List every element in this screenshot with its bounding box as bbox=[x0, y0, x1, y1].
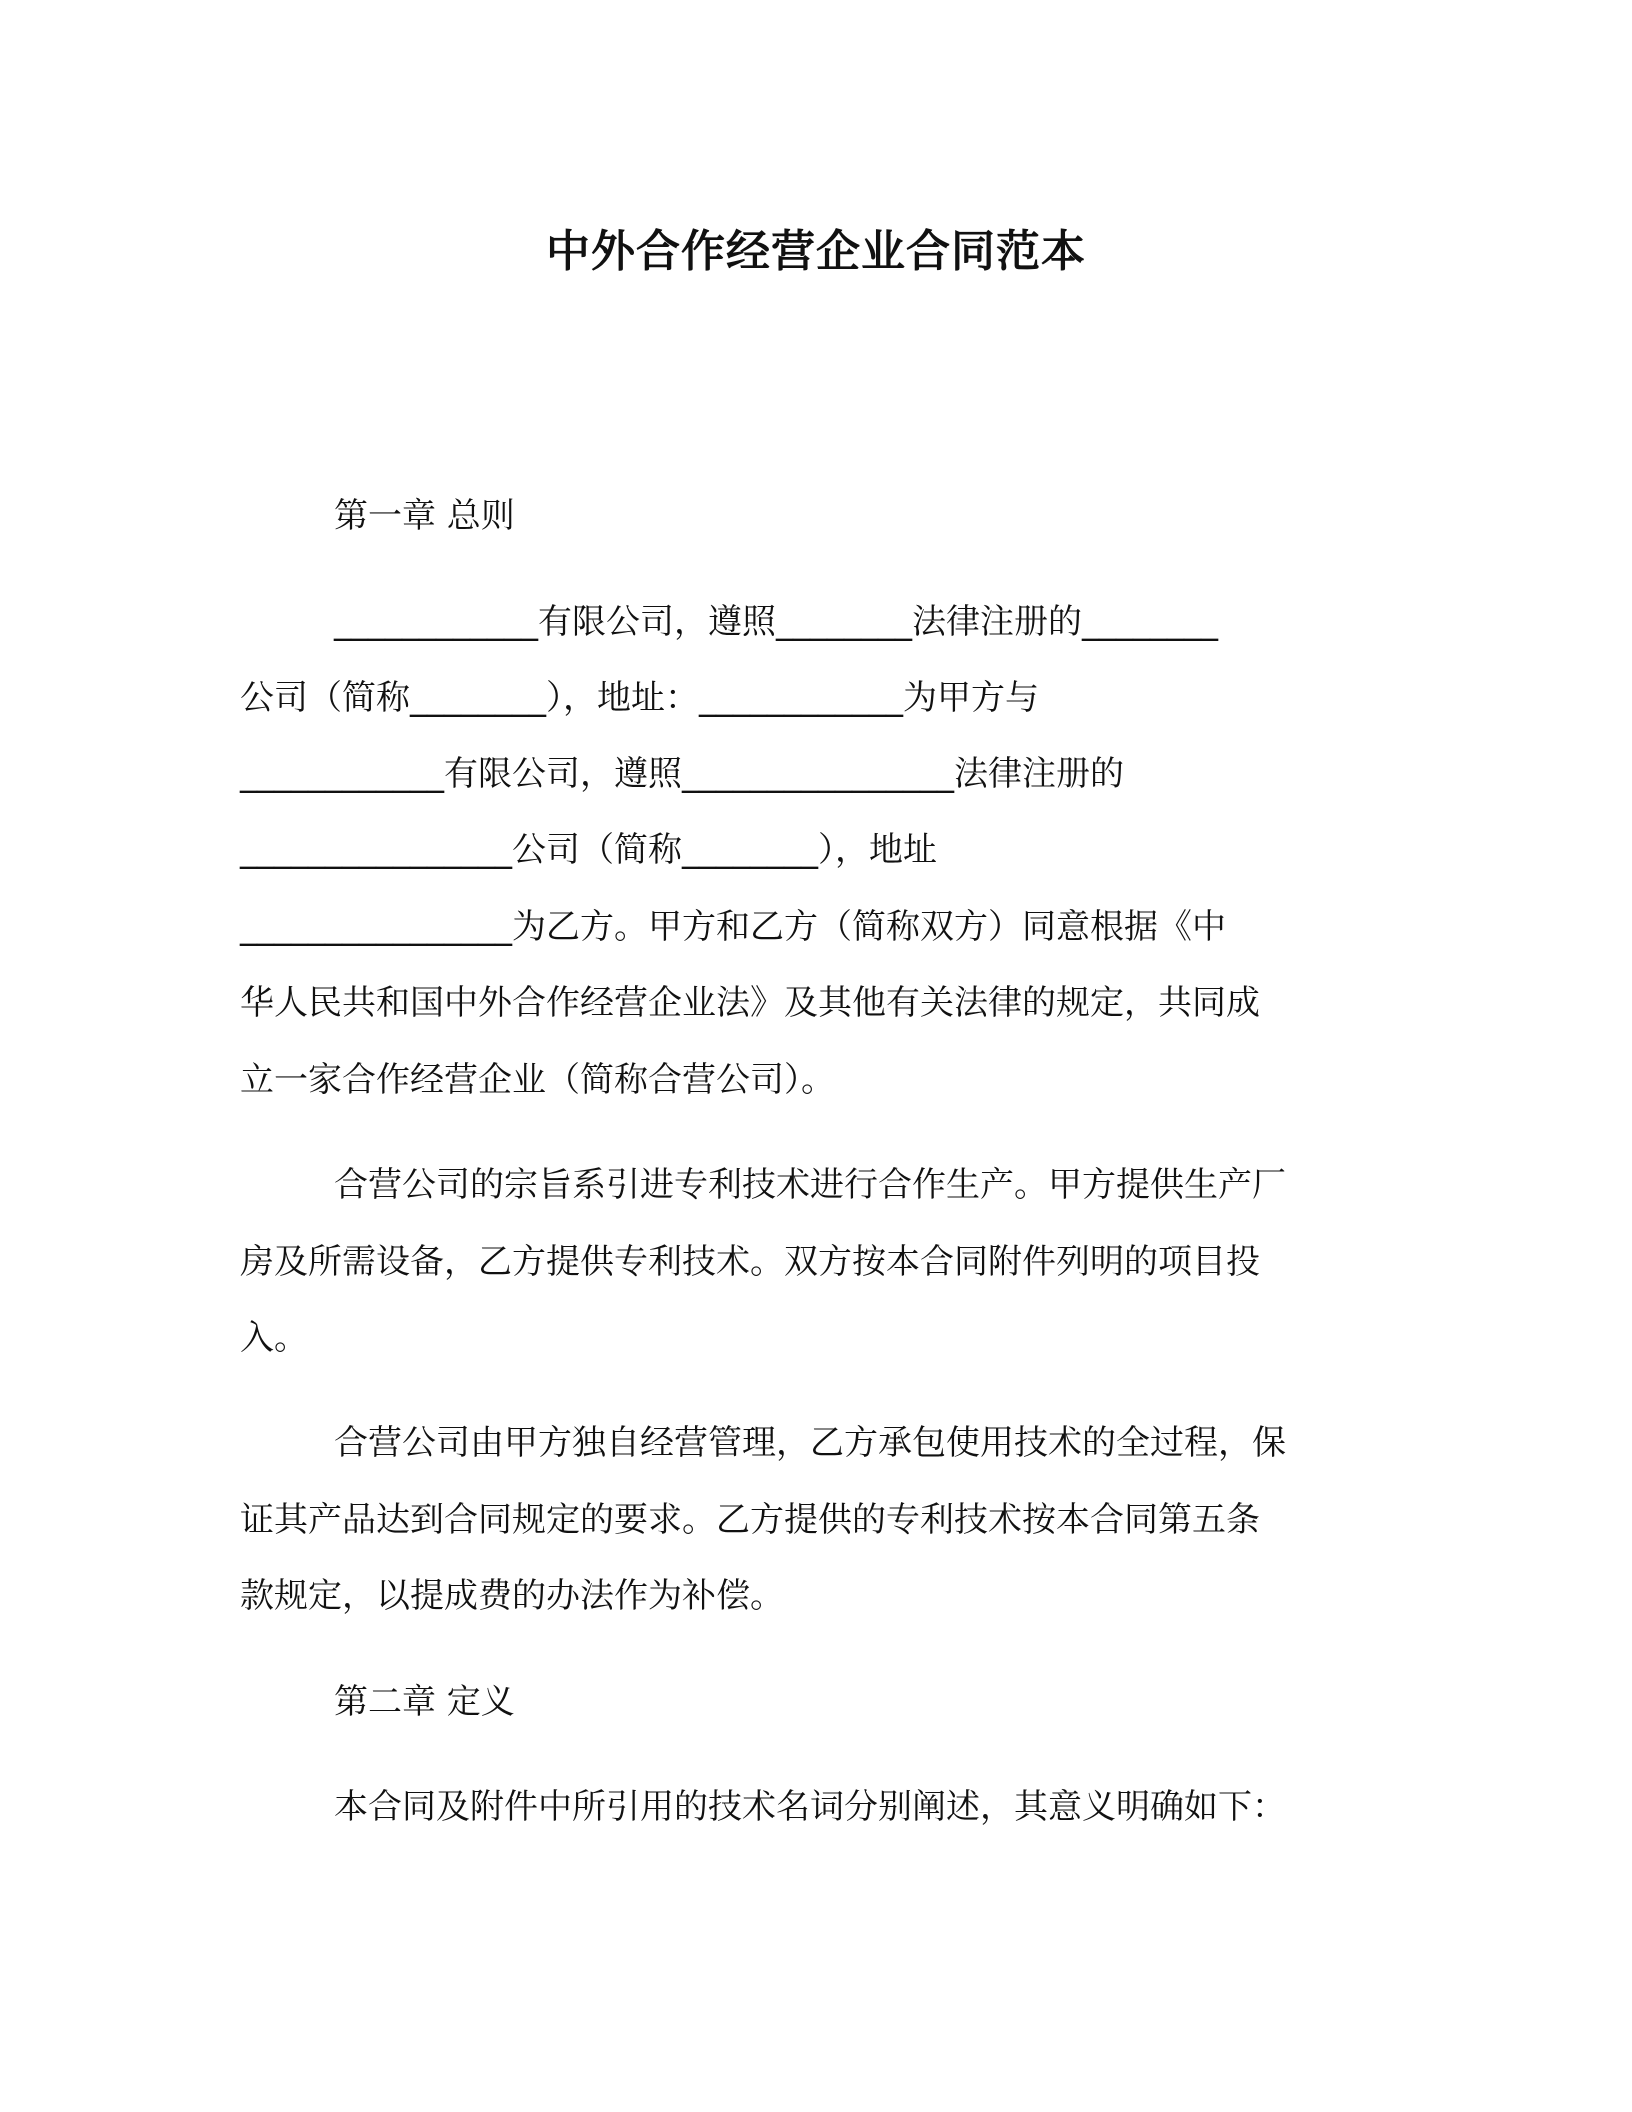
paragraph-line: 入。 bbox=[240, 1318, 308, 1358]
paragraph-line: 证其产品达到合同规定的要求。乙方提供的专利技术按本合同第五条 bbox=[240, 1500, 1260, 1540]
paragraph-line: ________________为乙方。甲方和乙方（简称双方）同意根据《中 bbox=[240, 907, 1226, 947]
paragraph-line: 华人民共和国中外合作经营企业法》及其他有关法律的规定，共同成 bbox=[240, 983, 1260, 1023]
paragraph-line: 本合同及附件中所引用的技术名词分别阐述，其意义明确如下： bbox=[334, 1787, 1286, 1827]
paragraph-line: 立一家合作经营企业（简称合营公司）。 bbox=[240, 1060, 835, 1100]
paragraph-line: 款规定，以提成费的办法作为补偿。 bbox=[240, 1576, 784, 1616]
chapter-heading: 第一章 总则 bbox=[334, 496, 515, 536]
paragraph-line: ____________有限公司，遵照________法律注册的________ bbox=[334, 602, 1218, 642]
chapter-heading: 第二章 定义 bbox=[334, 1682, 515, 1722]
paragraph-line: 合营公司由甲方独自经营管理，乙方承包使用技术的全过程，保 bbox=[334, 1423, 1286, 1463]
paragraph-line: ____________有限公司，遵照________________法律注册的 bbox=[240, 754, 1124, 794]
paragraph-line: 公司（简称________），地址：____________为甲方与 bbox=[240, 678, 1039, 718]
paragraph-line: 房及所需设备，乙方提供专利技术。双方按本合同附件列明的项目投 bbox=[240, 1242, 1260, 1282]
paragraph-line: ________________公司（简称________），地址 bbox=[240, 830, 937, 870]
paragraph-line: 合营公司的宗旨系引进专利技术进行合作生产。甲方提供生产厂 bbox=[334, 1165, 1286, 1205]
document-title: 中外合作经营企业合同范本 bbox=[546, 226, 1086, 277]
